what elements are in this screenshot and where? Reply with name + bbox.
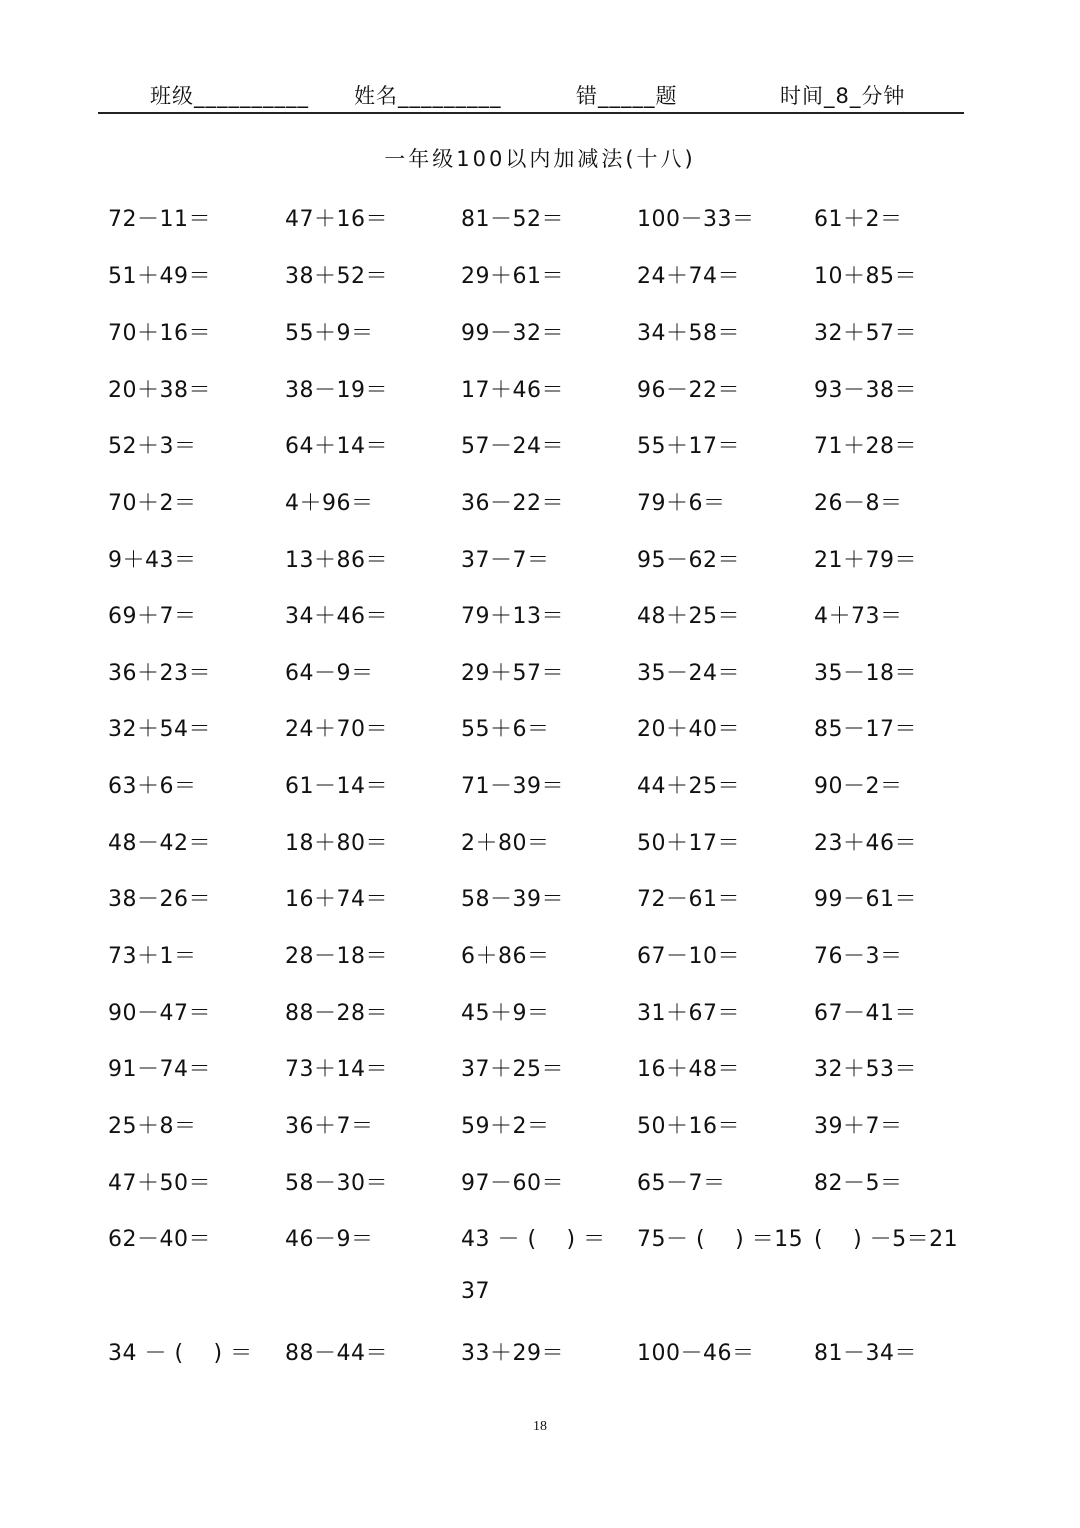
problem-cell: 69＋7＝ [108,604,197,629]
problem-cell: 64－9＝ [285,661,374,686]
class-field: 班级__________ [150,84,309,108]
problem-cell: 4＋96＝ [285,491,374,516]
problem-cell: 91－74＝ [108,1057,211,1082]
time-field: 时间_8_分钟 [780,84,906,108]
problem-cell: 81－34＝ [814,1341,917,1366]
problem-cell: 33＋29＝ [461,1341,564,1366]
name-field: 姓名_________ [354,84,502,108]
problem-cell: 25＋8＝ [108,1114,197,1139]
problem-cell: 48＋25＝ [637,604,740,629]
problem-cell: 38＋52＝ [285,264,388,289]
worksheet-title: 一年级100以内加减法(十八) [384,147,696,171]
problem-cell: 96－22＝ [637,378,740,403]
problem-cell: 13＋86＝ [285,548,388,573]
problem-cell: 75－ ( ) ＝15 [637,1227,804,1252]
problem-cell: 76－3＝ [814,944,903,969]
problem-cell: 34＋46＝ [285,604,388,629]
problem-cell: 38－26＝ [108,887,211,912]
problem-cell: 20＋40＝ [637,717,740,742]
problem-cell: 73＋1＝ [108,944,197,969]
problem-cell: 57－24＝ [461,434,564,459]
problem-cell: 55＋17＝ [637,434,740,459]
problem-cell: 34＋58＝ [637,321,740,346]
problem-cell: 29＋61＝ [461,264,564,289]
problem-cell: 21＋79＝ [814,548,917,573]
problem-cell: 81－52＝ [461,207,564,232]
problem-cell: 28－18＝ [285,944,388,969]
problem-cell: 55＋9＝ [285,321,374,346]
problem-cell: 70＋2＝ [108,491,197,516]
problem-cell: 43 － ( ) ＝ [461,1227,606,1252]
problem-cell: 32＋53＝ [814,1057,917,1082]
page-number: 18 [533,1419,547,1434]
problem-cell: 29＋57＝ [461,661,564,686]
problem-cell: 70＋16＝ [108,321,211,346]
problem-cell: 100－46＝ [637,1341,755,1366]
problem-cell: 38－19＝ [285,378,388,403]
problem-cell: 50＋16＝ [637,1114,740,1139]
problem-cell: 39＋7＝ [814,1114,903,1139]
problem-cell: 35－24＝ [637,661,740,686]
problem-cell: 46－9＝ [285,1227,374,1252]
problem-cell: 32＋57＝ [814,321,917,346]
problem-cell: 34 － ( ) ＝ [108,1341,253,1366]
problem-cell: 71－39＝ [461,774,564,799]
problem-cell: 79＋6＝ [637,491,726,516]
problem-cell: 35－18＝ [814,661,917,686]
problem-cell: 73＋14＝ [285,1057,388,1082]
problem-cell: 59＋2＝ [461,1114,550,1139]
problem-cell: 50＋17＝ [637,831,740,856]
problem-cell: 100－33＝ [637,207,755,232]
problem-cell: 72－11＝ [108,207,211,232]
problem-cell: 63＋6＝ [108,774,197,799]
problem-cell: 2＋80＝ [461,831,550,856]
problem-cell: 93－38＝ [814,378,917,403]
problem-cell: 95－62＝ [637,548,740,573]
problem-cell: 16＋48＝ [637,1057,740,1082]
problem-cell: 36－22＝ [461,491,564,516]
problem-cell: 26－8＝ [814,491,903,516]
problem-cell: 88－44＝ [285,1341,388,1366]
problem-cell: 17＋46＝ [461,378,564,403]
problem-cell: 64＋14＝ [285,434,388,459]
problem-cell: 45＋9＝ [461,1001,550,1026]
problem-cell: 61－14＝ [285,774,388,799]
problem-cell: 67－41＝ [814,1001,917,1026]
problem-cell: 20＋38＝ [108,378,211,403]
problem-cell: 36＋7＝ [285,1114,374,1139]
problem-cell: 72－61＝ [637,887,740,912]
problem-cell: 48－42＝ [108,831,211,856]
problem-cell: 37 [461,1279,490,1304]
problem-cell: 85－17＝ [814,717,917,742]
problem-cell: 18＋80＝ [285,831,388,856]
problem-cell: 62－40＝ [108,1227,211,1252]
problem-cell: 67－10＝ [637,944,740,969]
problem-cell: 47＋50＝ [108,1171,211,1196]
problem-cell: 24＋74＝ [637,264,740,289]
problem-cell: 97－60＝ [461,1171,564,1196]
problem-cell: 82－5＝ [814,1171,903,1196]
problem-cell: 10＋85＝ [814,264,917,289]
problem-cell: 65－7＝ [637,1171,726,1196]
problem-cell: 32＋54＝ [108,717,211,742]
problem-cell: 99－61＝ [814,887,917,912]
problem-cell: 71＋28＝ [814,434,917,459]
problem-cell: 88－28＝ [285,1001,388,1026]
problem-cell: 36＋23＝ [108,661,211,686]
problem-cell: 79＋13＝ [461,604,564,629]
problem-cell: 23＋46＝ [814,831,917,856]
errors-field: 错_____题 [576,84,678,108]
problem-cell: 44＋25＝ [637,774,740,799]
problem-cell: 9＋43＝ [108,548,197,573]
problem-cell: 6＋86＝ [461,944,550,969]
problem-cell: 51＋49＝ [108,264,211,289]
problem-cell: 55＋6＝ [461,717,550,742]
problem-cell: ( ) －5＝21 [814,1227,959,1252]
problem-cell: 58－30＝ [285,1171,388,1196]
problem-cell: 24＋70＝ [285,717,388,742]
problem-cell: 37＋25＝ [461,1057,564,1082]
problem-cell: 16＋74＝ [285,887,388,912]
problem-cell: 99－32＝ [461,321,564,346]
problem-cell: 47＋16＝ [285,207,388,232]
problem-cell: 58－39＝ [461,887,564,912]
problem-cell: 4＋73＝ [814,604,903,629]
problem-cell: 90－2＝ [814,774,903,799]
problem-cell: 90－47＝ [108,1001,211,1026]
problem-cell: 31＋67＝ [637,1001,740,1026]
problem-cell: 61＋2＝ [814,207,903,232]
problem-cell: 52＋3＝ [108,434,197,459]
problem-cell: 37－7＝ [461,548,550,573]
